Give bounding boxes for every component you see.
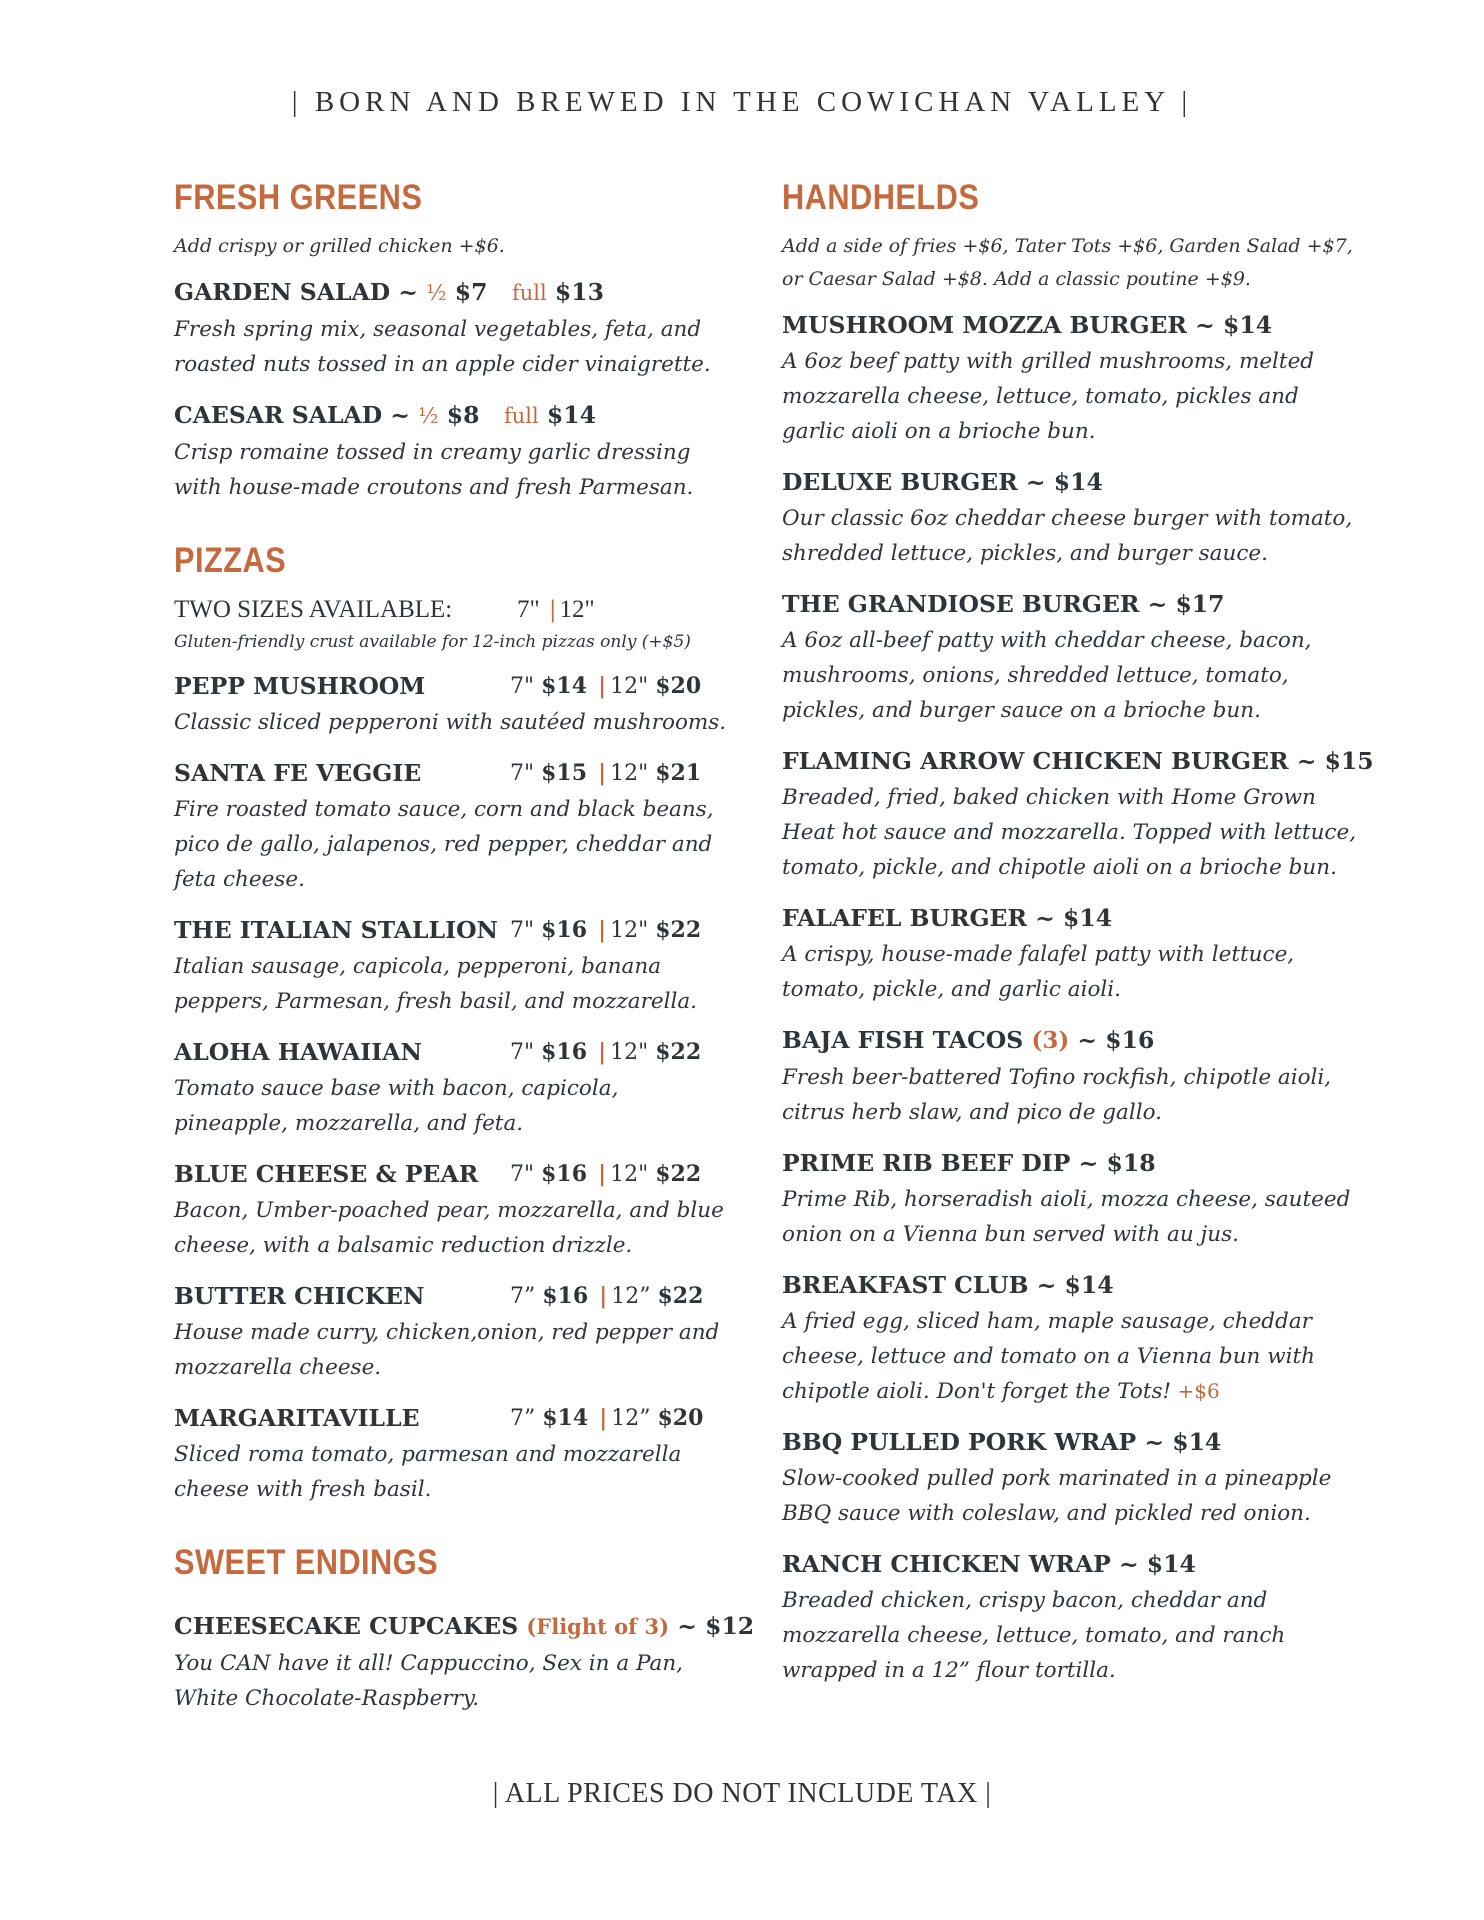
item-name: THE GRANDIOSE BURGER ~ $17 — [782, 590, 1225, 618]
item-name: BREAKFAST CLUB ~ $14 — [782, 1271, 1114, 1299]
item-sizes: 7" $16 | 12" $22 — [510, 917, 702, 943]
menu-item — [782, 899, 1362, 1007]
gluten-note: Gluten-friendly crust available for 12-inch pizzas only (+$5) — [174, 632, 691, 652]
item-description: Prime Rib, horseradish aioli, mozza cheese, sauteed onion on a Vienna bun served with au jus. — [782, 1187, 1351, 1247]
item-name: MUSHROOM MOZZA BURGER ~ $14 — [782, 311, 1273, 339]
section-title: FRESH GREENS — [174, 178, 423, 217]
item-description: Our classic 6oz cheddar cheese burger with tomato, shredded lettuce, pickles, and burger sauce. — [782, 506, 1353, 566]
menu-item — [782, 1266, 1362, 1409]
menu-item — [174, 273, 734, 382]
item-name: DELUXE BURGER ~ $14 — [782, 468, 1103, 496]
item-sizes: 7" $16 | 12" $22 — [510, 1161, 702, 1187]
handheld-list — [782, 306, 1374, 1688]
left-column — [174, 176, 755, 1750]
section-sweet-endings — [174, 1541, 755, 1716]
item-sizes: 7" $14 | 12" $20 — [510, 673, 702, 699]
item-description: Breaded chicken, crispy bacon, cheddar and mozzarella cheese, lettuce, tomato, and ranch wrapped in a 12” flour tortilla. — [782, 1588, 1286, 1683]
item-name: FLAMING ARROW CHICKEN BURGER ~ $15 — [782, 747, 1374, 775]
section-title: SWEET ENDINGS — [174, 1543, 439, 1582]
section-fresh-greens — [174, 176, 734, 505]
item-description: A fried egg, sliced ham, maple sausage, cheddar cheese, lettuce and tomato on a Vienna bun with chipotle aioli. Don't forget the Tots! +$6 — [782, 1309, 1315, 1404]
item-name: PEPP MUSHROOM 7" $14 | 12" $20 — [174, 667, 734, 705]
item-name: GARDEN SALAD ~ ½ $7 full $13 — [174, 278, 604, 306]
item-description: Fresh beer-battered Tofino rockfish, chipotle aioli, citrus herb slaw, and pico de gallo. — [782, 1065, 1332, 1125]
right-column — [782, 176, 1374, 1722]
item-description: House made curry, chicken,onion, red pepper and mozzarella cheese. — [174, 1320, 720, 1380]
item-name: RANCH CHICKEN WRAP ~ $14 — [782, 1550, 1196, 1578]
menu-item — [174, 1607, 755, 1716]
menu-item — [174, 396, 734, 505]
menu-item — [174, 1033, 734, 1141]
menu-item — [782, 306, 1362, 449]
menu-item — [174, 1277, 734, 1385]
section-title: PIZZAS — [174, 541, 287, 580]
item-description: Italian sausage, capicola, pepperoni, banana peppers, Parmesan, fresh basil, and mozzarella. — [174, 954, 697, 1014]
item-sizes: 7” $14 | 12” $20 — [510, 1405, 704, 1431]
pizza-list — [174, 667, 734, 1507]
item-description: You CAN have it all! Cappuccino, Sex in a Pan, White Chocolate-Raspberry. — [174, 1651, 684, 1711]
menu-item — [782, 1144, 1362, 1252]
section-note: Add a side of fries +$6, Tater Tots +$6, Garden Salad +$7, or Caesar Salad +$8. Add a classic poutine +$9. — [782, 235, 1353, 290]
section-title: HANDHELDS — [782, 178, 980, 217]
menu-item — [782, 463, 1362, 571]
item-name: FALAFEL BURGER ~ $14 — [782, 904, 1113, 932]
menu-item — [782, 742, 1374, 885]
menu-item — [782, 1423, 1362, 1531]
item-description: Fresh spring mix, seasonal vegetables, feta, and roasted nuts tossed in an apple cider vinaigrette. — [174, 317, 711, 377]
section-pizzas — [174, 539, 734, 1507]
menu-item — [174, 911, 734, 1019]
menu-item — [782, 1545, 1362, 1688]
item-description: Tomato sauce base with bacon, capicola, pineapple, mozzarella, and feta. — [174, 1076, 619, 1136]
item-description: Sliced roma tomato, parmesan and mozzarella cheese with fresh basil. — [174, 1442, 682, 1502]
item-description: Crisp romaine tossed in creamy garlic dressing with house-made croutons and fresh Parmesan. — [174, 440, 694, 500]
item-description: Classic sliced pepperoni with sautéed mushrooms. — [174, 710, 727, 735]
item-description: Bacon, Umber-poached pear, mozzarella, and blue cheese, with a balsamic reduction drizzle. — [174, 1198, 724, 1258]
item-description: A 6oz beef patty with grilled mushrooms, melted mozzarella cheese, lettuce, tomato, pickles and garlic aioli on a brioche bun. — [782, 349, 1315, 444]
item-name: BBQ PULLED PORK WRAP ~ $14 — [782, 1428, 1222, 1456]
tagline: | BORN AND BREWED IN THE COWICHAN VALLEY | — [291, 86, 1193, 118]
item-description: A 6oz all-beef patty with cheddar cheese, bacon, mushrooms, onions, shredded lettuce, tomato, pickles, and burger sauce on a brioche bun. — [782, 628, 1312, 723]
section-note: Add crispy or grilled chicken +$6. — [174, 235, 505, 257]
menu-item — [782, 585, 1362, 728]
menu-item — [174, 667, 734, 740]
menu-item — [174, 754, 734, 897]
item-description: Fire roasted tomato sauce, corn and black beans, pico de gallo, jalapenos, red pepper, cheddar and feta cheese. — [174, 797, 714, 892]
item-description: A crispy, house-made falafel patty with lettuce, tomato, pickle, and garlic aioli. — [782, 942, 1295, 1002]
item-name: BLUE CHEESE & PEAR 7" $16 | 12" $22 — [174, 1155, 734, 1193]
item-name: CAESAR SALAD ~ ½ $8 full $14 — [174, 401, 596, 429]
item-name: SANTA FE VEGGIE 7" $15 | 12" $21 — [174, 754, 734, 792]
item-sizes: 7" $15 | 12" $21 — [510, 760, 702, 786]
item-description: Breaded, fried, baked chicken with Home Grown Heat hot sauce and mozzarella. Topped with lettuce, tomato, pickle, and chipotle aioli on a brioche bun. — [782, 785, 1357, 880]
item-sizes: 7” $16 | 12” $22 — [510, 1283, 704, 1309]
tax-footer: | ALL PRICES DO NOT INCLUDE TAX | — [492, 1778, 992, 1809]
item-name: BUTTER CHICKEN 7” $16 | 12” $22 — [174, 1277, 734, 1315]
menu-item — [174, 1399, 734, 1507]
item-name: PRIME RIB BEEF DIP ~ $18 — [782, 1149, 1156, 1177]
item-name: THE ITALIAN STALLION 7" $16 | 12" $22 — [174, 911, 734, 949]
item-name: MARGARITAVILLE 7” $14 | 12” $20 — [174, 1399, 734, 1437]
item-name: BAJA FISH TACOS (3) ~ $16 — [782, 1026, 1155, 1054]
item-name: ALOHA HAWAIIAN 7" $16 | 12" $22 — [174, 1033, 734, 1071]
menu-item — [782, 1021, 1362, 1130]
section-handhelds — [782, 176, 1374, 1688]
item-sizes: 7" $16 | 12" $22 — [510, 1039, 702, 1065]
menu-item — [174, 1155, 734, 1263]
item-description: Slow-cooked pulled pork marinated in a pineapple BBQ sauce with coleslaw, and pickled red onion. — [782, 1466, 1332, 1526]
sizes-available: TWO SIZES AVAILABLE: 7" | 12" — [174, 596, 595, 623]
item-name: CHEESECAKE CUPCAKES (Flight of 3) ~ $12 — [174, 1612, 755, 1640]
